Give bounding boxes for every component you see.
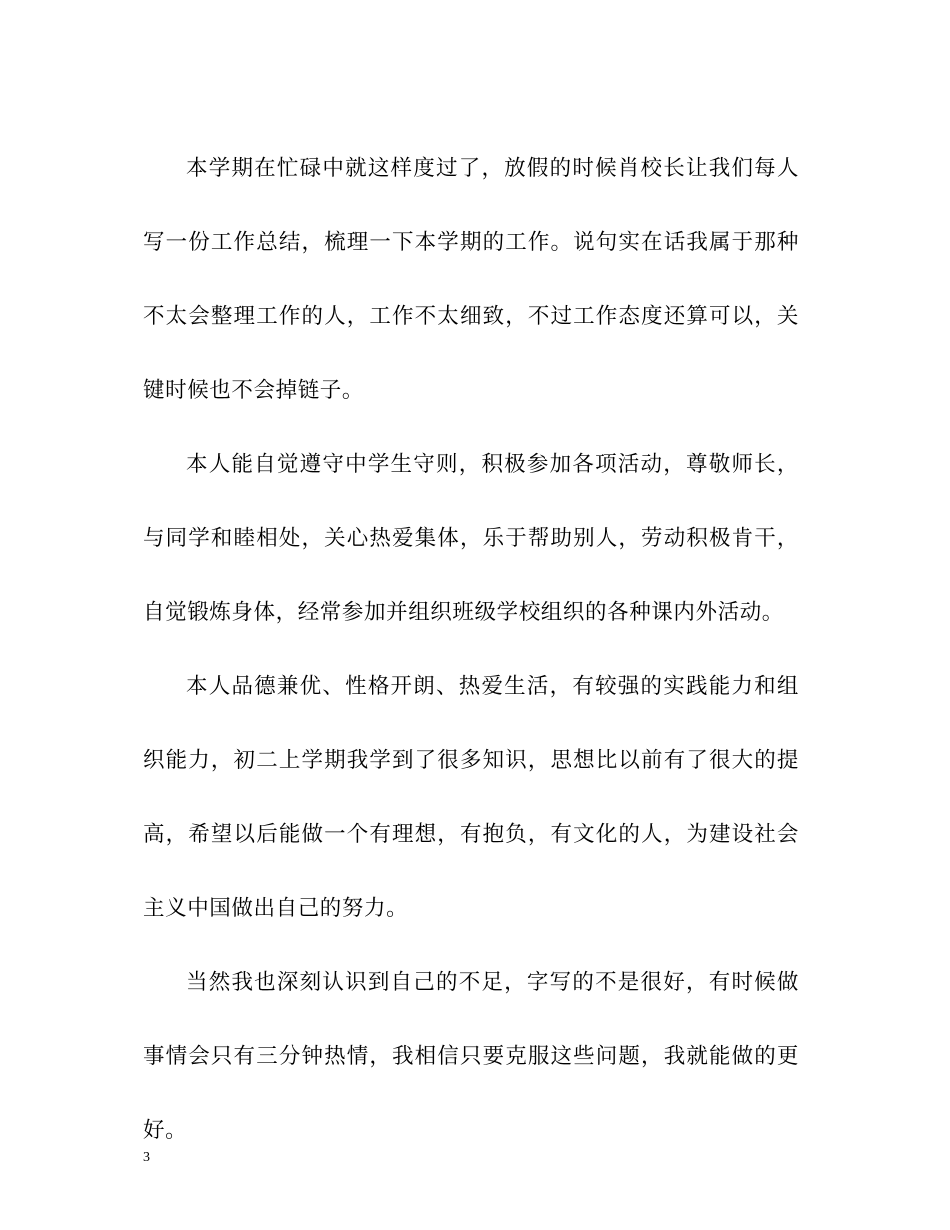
document-body <box>143 132 799 1168</box>
paragraph-4: 当然我也深刻认识到自己的不足，字写的不是很好，有时候做事情会只有三分钟热情，我相信只要克服这些问题，我就能做的更好。 <box>143 970 799 1143</box>
page-number: 3 <box>143 1150 150 1165</box>
paragraph-3: 本人品德兼优、性格开朗、热爱生活，有较强的实践能力和组织能力，初二上学期我学到了很多知识，思想比以前有了很大的提高，希望以后能做一个有理想，有抱负，有文化的人，为建设社会主义中国做出自己的努力。 <box>143 674 799 921</box>
paragraph-1: 本学期在忙碌中就这样度过了，放假的时候肖校长让我们每人写一份工作总结，梳理一下本学期的工作。说句实在话我属于那种不太会整理工作的人，工作不太细致，不过工作态度还算可以，关键时候也不会掉链子。 <box>143 156 799 403</box>
paragraph-2: 本人能自觉遵守中学生守则，积极参加各项活动，尊敬师长，与同学和睦相处，关心热爱集体，乐于帮助别人，劳动积极肯干，自觉锻炼身体，经常参加并组织班级学校组织的各种课内外活动。 <box>143 452 799 625</box>
